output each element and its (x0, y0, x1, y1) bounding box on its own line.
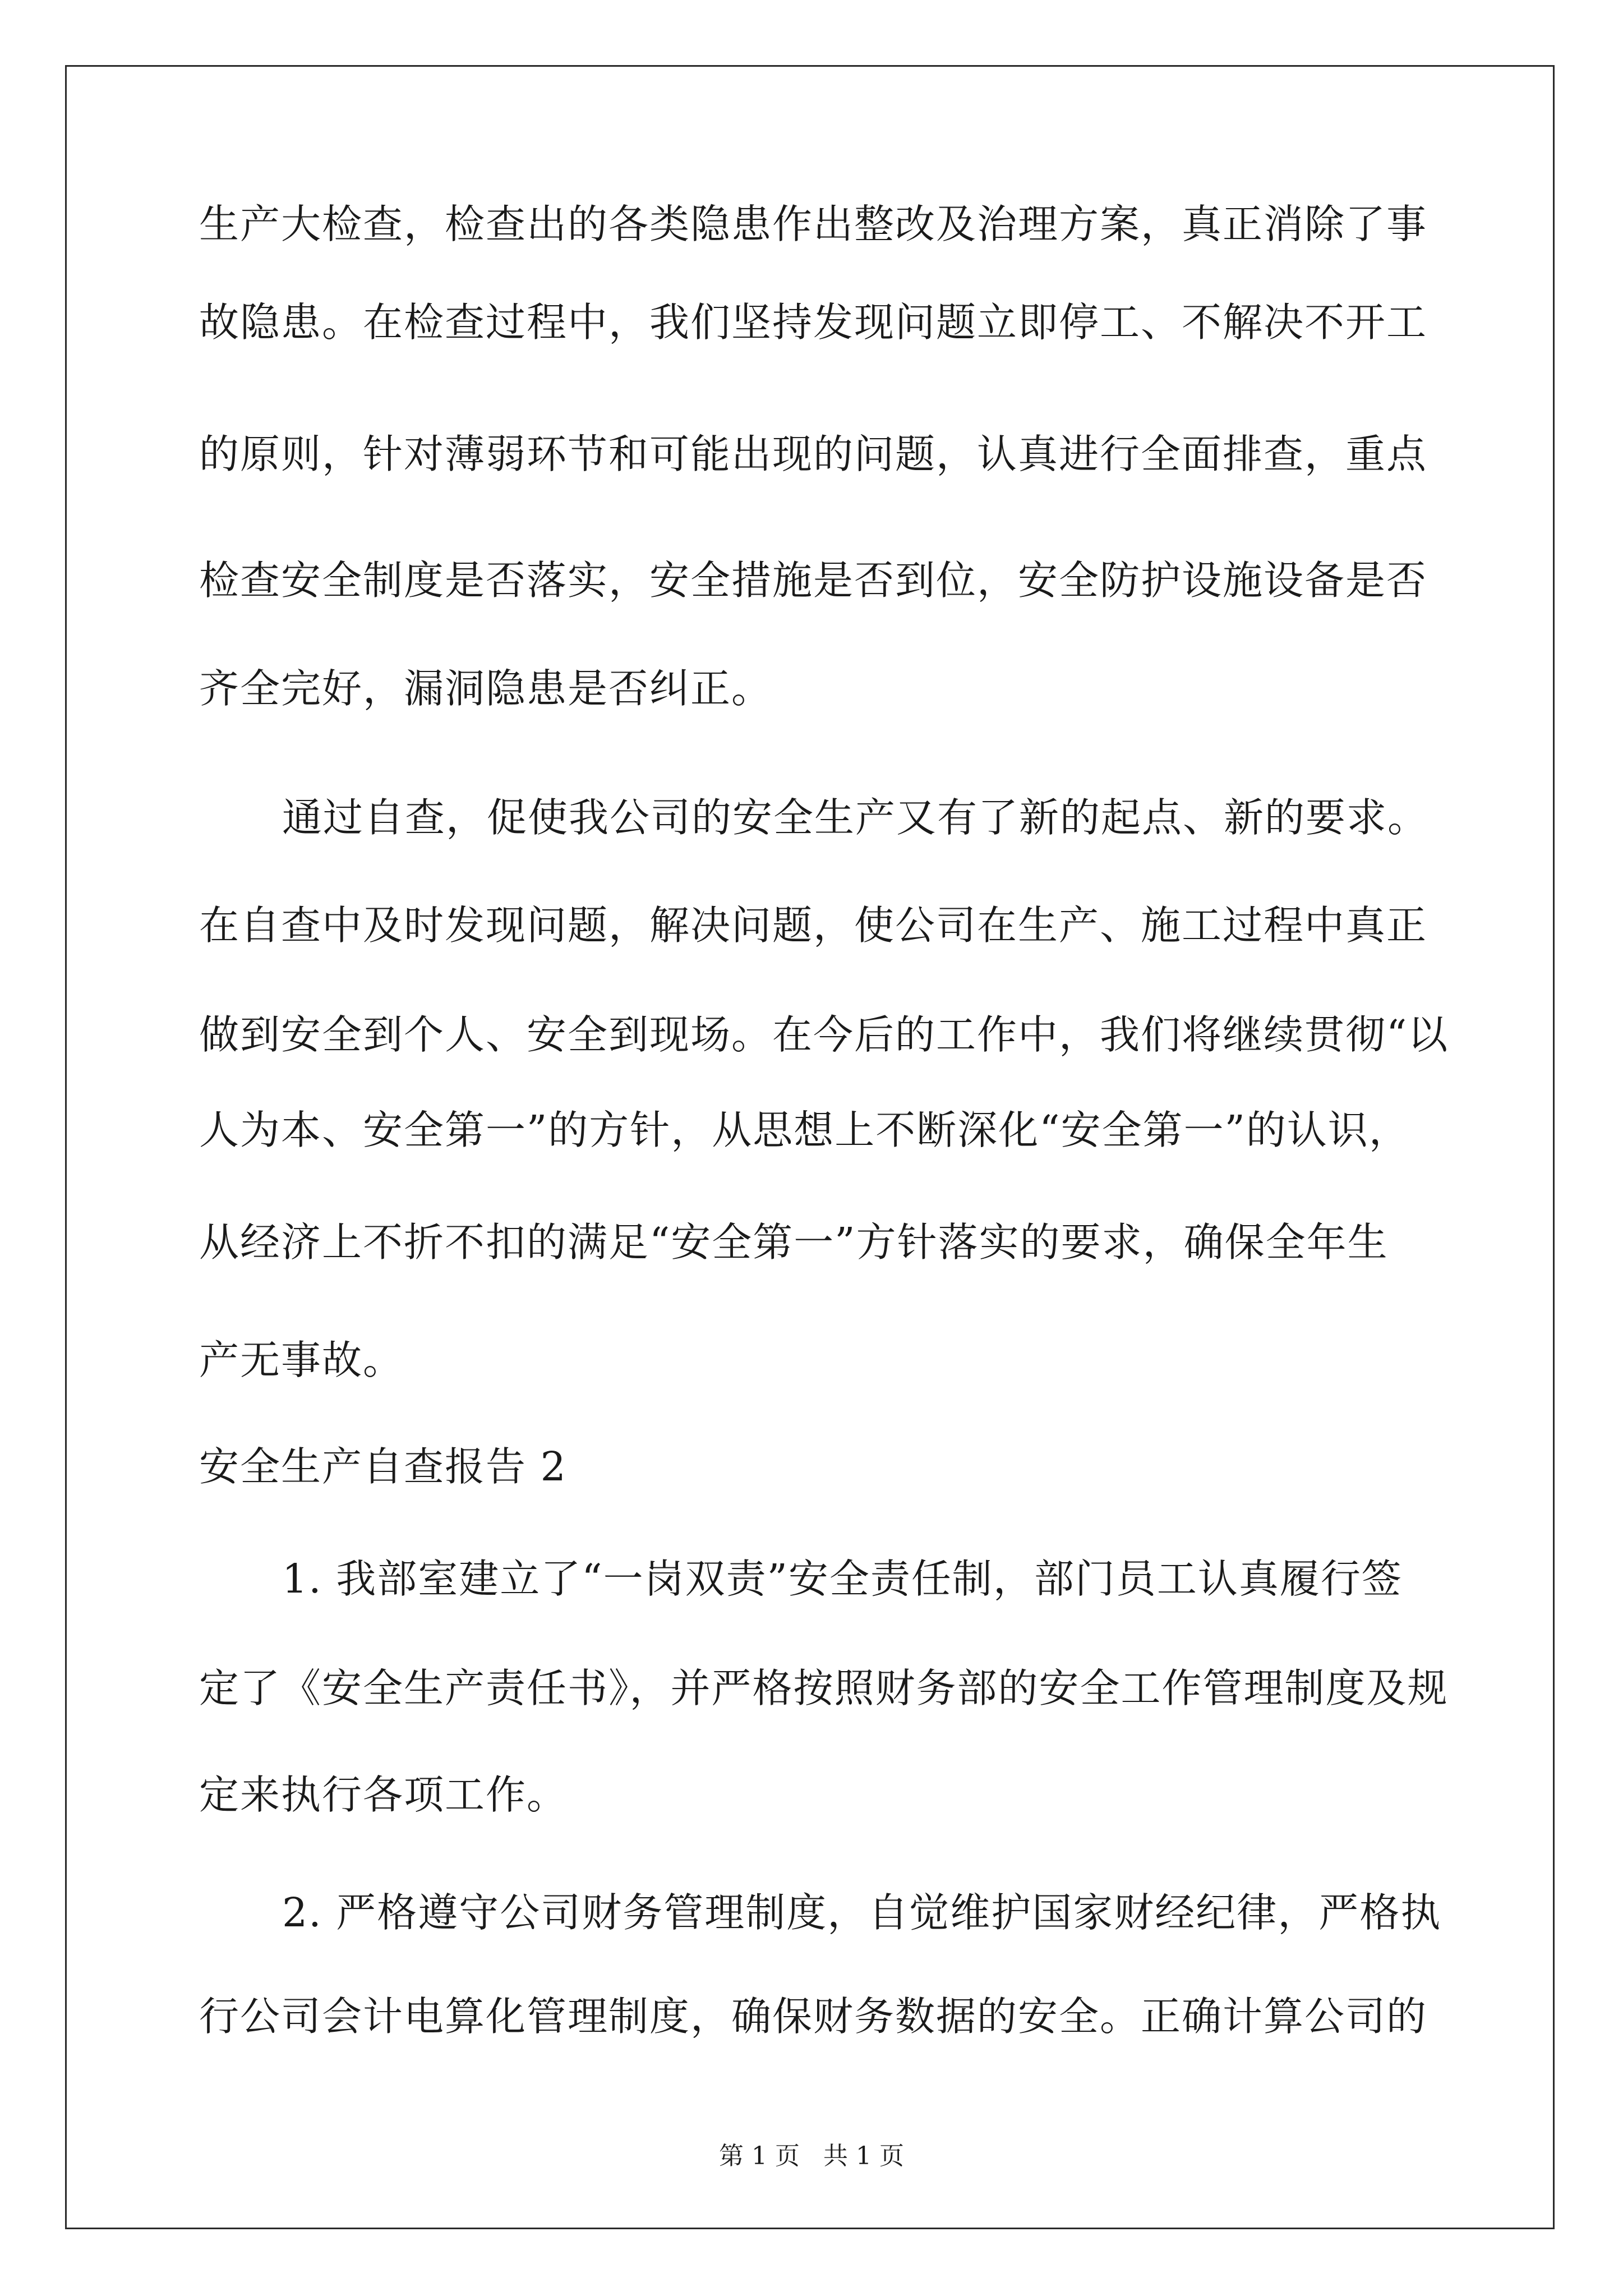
paragraph-first-line: 1. 我部室建立了“一岗双责”安全责任制，部门员工认真履行签 (282, 1556, 1403, 1602)
body-line: 产无事故。 (199, 1337, 404, 1383)
body-line: 齐全完好，漏洞隐患是否纠正。 (199, 665, 773, 712)
body-line: 定了《安全生产责任书》，并严格按照财务部的安全工作管理制度及规 (199, 1665, 1449, 1711)
body-line: 检查安全制度是否落实，安全措施是否到位，安全防护设施设备是否 (199, 557, 1428, 604)
section-heading: 安全生产自查报告 2 (199, 1443, 567, 1490)
body-line: 生产大检查，检查出的各类隐患作出整改及治理方案，真正消除了事 (199, 201, 1428, 247)
body-line: 行公司会计电算化管理制度，确保财务数据的安全。正确计算公司的 (199, 1993, 1428, 2040)
paragraph-first-line: 2. 严格遵守公司财务管理制度，自觉维护国家财经纪律，严格执 (282, 1889, 1442, 1936)
body-line: 定来执行各项工作。 (199, 1772, 568, 1818)
body-line: 的原则，针对薄弱环节和可能出现的问题，认真进行全面排查，重点 (199, 431, 1428, 477)
body-line: 做到安全到个人、安全到现场。在今后的工作中，我们将继续贯彻“以 (199, 1011, 1449, 1058)
body-line: 人为本、安全第一”的方针，从思想上不断深化“安全第一”的认识， (199, 1107, 1410, 1153)
body-line: 故隐患。在检查过程中，我们坚持发现问题立即停工、不解决不开工 (199, 299, 1428, 346)
body-line: 在自查中及时发现问题，解决问题，使公司在生产、施工过程中真正 (199, 902, 1428, 949)
page-number-footer: 第 1 页 共 1 页 (719, 2142, 904, 2170)
body-line: 从经济上不折不扣的满足“安全第一”方针落实的要求，确保全年生 (199, 1219, 1389, 1266)
paragraph-first-line: 通过自查，促使我公司的安全生产又有了新的起点、新的要求。 (282, 794, 1429, 841)
